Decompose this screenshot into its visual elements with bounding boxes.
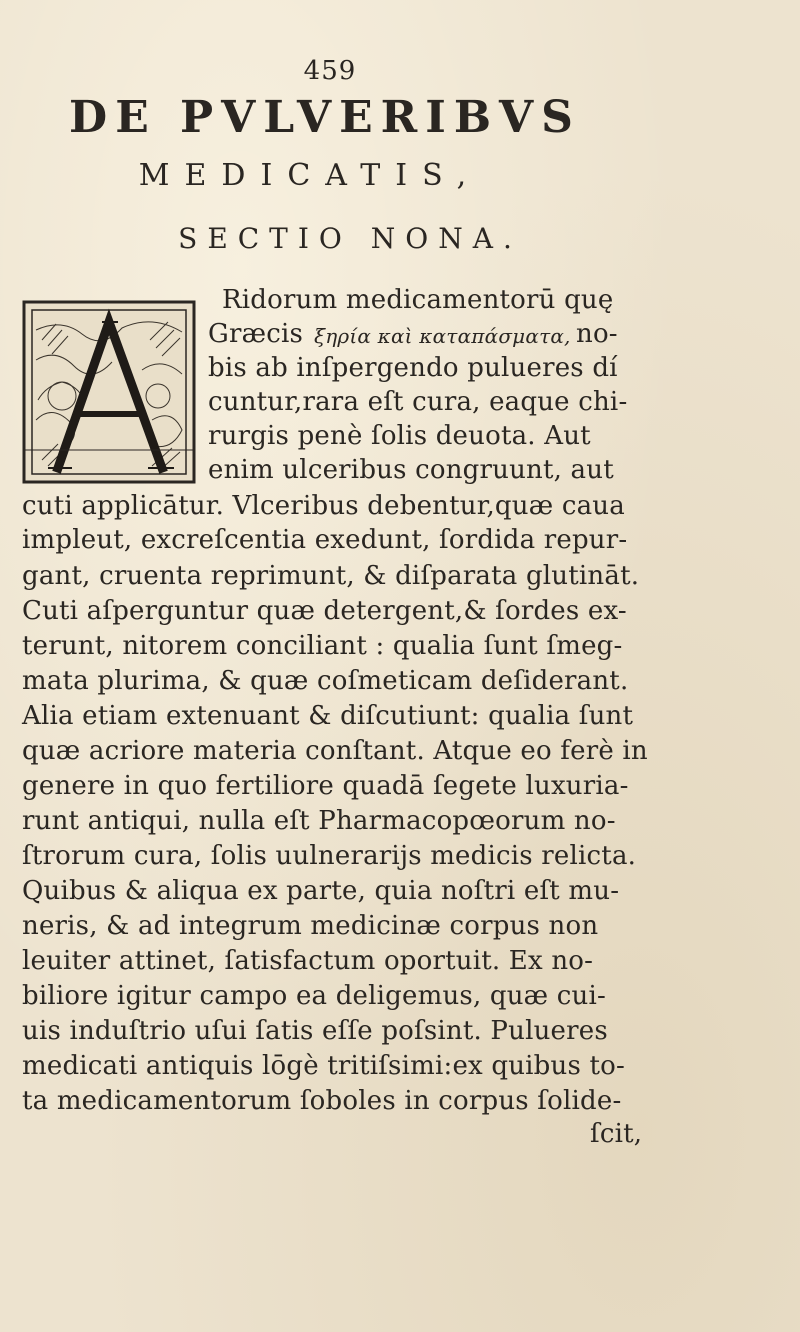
text-line: cuntur,rara eſt cura, eaque chi- <box>208 387 628 417</box>
greek-text: ξηρία καὶ καταπάσματα, <box>314 324 571 348</box>
text-line: neris, & ad integrum medicinæ corpus non <box>22 911 599 941</box>
text-line: Alia etiam extenuant & diſcutiunt: qualia ſunt <box>22 701 634 731</box>
text-line: Quibus & aliqua ex parte, quia noſtri eſt mu- <box>22 876 620 906</box>
text-line: ta medicamentorum ſoboles in corpus ſolide- <box>22 1086 622 1116</box>
text-line: biliore igitur campo ea deligemus, quæ cui- <box>22 981 606 1011</box>
text-line: runt antiqui, nulla eſt Pharmacopœorum no- <box>22 806 616 836</box>
text-line: bis ab inſpergendo pulueres dí <box>208 353 618 383</box>
text-line: uis induſtrio uſui ſatis eſſe poſsint. Pulueres <box>22 1016 608 1046</box>
text-line: cuti applicātur. Vlceribus debentur,quæ caua <box>22 491 625 521</box>
text-line: ſtrorum cura, ſolis uulnerarijs medicis relicta. <box>22 841 637 871</box>
catchword: ſcit, <box>590 1119 643 1149</box>
text-line: rurgis penè ſolis deuota. Aut <box>208 421 591 451</box>
text-line: medicati antiquis lōgè tritiſsimi:ex quibus to- <box>22 1051 625 1081</box>
text-line: Ridorum medicamentorū quę <box>222 285 614 315</box>
text-line: quæ acriore materia conſtant. Atque eo ferè in <box>22 736 648 766</box>
chapter-subtitle: MEDICATIS, <box>138 158 482 193</box>
text-line: no- <box>576 319 618 349</box>
text-line: mata plurima, & quæ coſmeticam deſiderant. <box>22 666 629 696</box>
text-line: gant, cruenta reprimunt, & diſparata glutināt. <box>22 561 640 591</box>
section-heading: SECTIO NONA. <box>178 222 522 255</box>
text-line: Græcis <box>208 319 304 349</box>
text-line: Cuti aſperguntur quæ detergent,& ſordes ex- <box>22 596 627 626</box>
text-line: terunt, nitorem conciliant : qualia ſunt ſmeg- <box>22 631 623 661</box>
text-line: impleut, excreſcentia exedunt, ſordida repur- <box>22 525 628 555</box>
text-line: enim ulceribus congruunt, aut <box>208 455 614 485</box>
text-line: genere in quo fertiliore quadā ſegete luxuria- <box>22 771 629 801</box>
text-line: leuiter attinet, ſatisfactum oportuit. Ex no- <box>22 946 594 976</box>
chapter-title: DE PVLVERIBVS <box>69 92 581 143</box>
page-number: 459 <box>303 56 357 86</box>
